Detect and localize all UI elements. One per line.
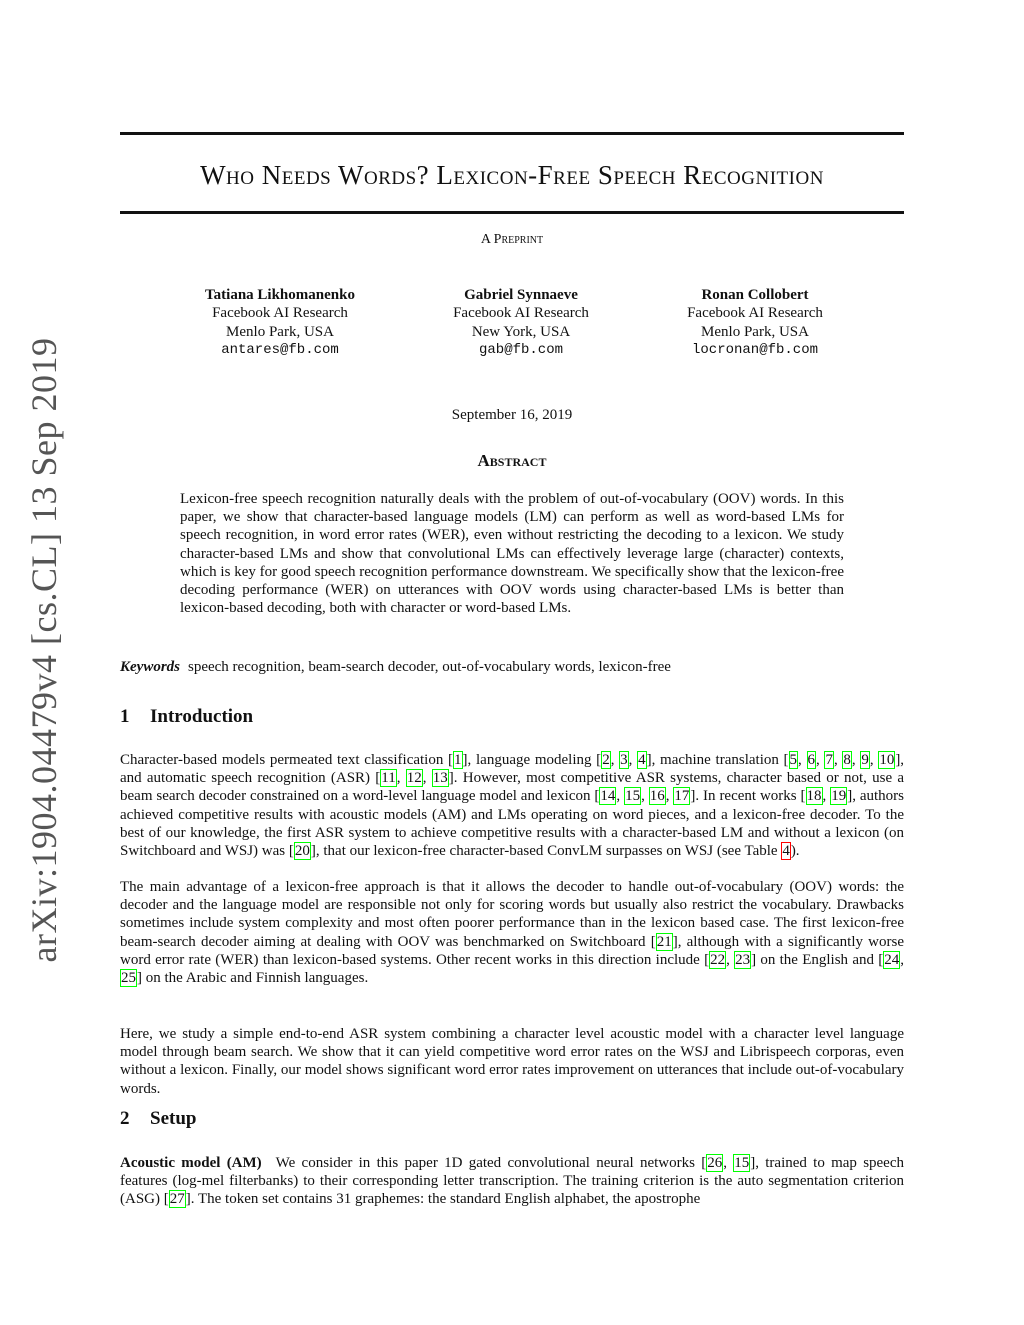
citation-link[interactable]: 5 — [789, 752, 798, 768]
run-in-heading: Acoustic model (AM) — [120, 1155, 262, 1171]
setup-paragraph — [120, 1154, 904, 1209]
text-run: ]. However, most competitive ASR systems, character based or not, use a beam search decoder constrained on a word-level language model and lexicon [ — [120, 770, 905, 805]
author-email[interactable]: locronan@fb.com — [691, 341, 819, 358]
intro-paragraph-2 — [120, 878, 904, 987]
citation-link[interactable]: 1 — [454, 752, 462, 768]
citation-link[interactable]: 10 — [879, 752, 895, 768]
citation-link[interactable]: 19 — [831, 788, 847, 805]
author-name: Gabriel Synnaeve — [464, 287, 578, 303]
citation-link[interactable]: 7 — [825, 752, 833, 768]
text-run: ], machine translation [ — [646, 752, 789, 768]
text-run: , — [851, 752, 861, 768]
keywords-label: Keywords — [120, 659, 180, 675]
citation-link[interactable]: 4 — [638, 752, 646, 768]
citation-link[interactable]: 21 — [656, 933, 672, 950]
text-run: ], language modeling [ — [462, 752, 602, 768]
citation-link[interactable]: 16 — [649, 788, 665, 805]
author-block — [630, 286, 880, 359]
text-run: ]. The token set contains 31 graphemes: the standard English alphabet, the apostrophe — [185, 1191, 701, 1208]
text-run: , — [726, 951, 735, 968]
section-title: Introduction — [150, 706, 254, 727]
text-run: ] on the English and [ — [751, 951, 884, 968]
text-run: , — [422, 770, 432, 787]
table-ref-link[interactable]: 4 — [782, 843, 790, 860]
text-run: , — [665, 788, 674, 805]
citation-link[interactable]: 20 — [294, 843, 310, 860]
author-affiliation: Facebook AI Research — [212, 305, 348, 322]
section-heading-introduction — [120, 706, 253, 728]
text-run: ). — [790, 843, 800, 860]
citation-link[interactable]: 8 — [843, 752, 851, 768]
author-block — [155, 286, 405, 359]
abstract-text: Lexicon-free speech recognition naturally deals with the problem of out-of-vocabulary (OOV) words. In this paper, we show that character-based language models (LM) can perform as well as word-based LMs for speech recognition, in word error rates (WER), even without restricting the decoding to a lexicon. We study character-based LMs and show that convolutional LMs can effectively leverage large (character) contexts, which is key for good speech recognition performance downstream. We specifically show that the lexicon-free decoding performance (WER) on utterances with OOV words using character-based LMs is better than lexicon-based decoding, both with character or word-based LMs. — [180, 491, 844, 617]
citation-link[interactable]: 27 — [169, 1191, 185, 1208]
citation-link[interactable]: 25 — [121, 970, 136, 987]
author-block — [396, 286, 646, 359]
section-number: 1 — [120, 706, 130, 727]
citation-link[interactable]: 18 — [806, 788, 822, 805]
text-run: ], and automatic speech recognition (ASR) [ — [120, 752, 905, 787]
citation-link[interactable]: 12 — [406, 770, 422, 787]
author-location: Menlo Park, USA — [701, 323, 809, 340]
author-email[interactable]: antares@fb.com — [221, 341, 339, 358]
author-location: New York, USA — [471, 323, 571, 340]
text-run: ]. In recent works [ — [690, 788, 806, 805]
section-title: Setup — [150, 1108, 197, 1129]
title-rule-bottom — [120, 211, 904, 214]
citation-link[interactable]: 3 — [620, 752, 628, 768]
citation-link[interactable]: 9 — [861, 752, 869, 768]
citation-link[interactable]: 6 — [807, 752, 815, 768]
text-run: The main advantage of a lexicon-free approach is that it allows the decoder to handle out-of-vocabulary (OOV) words: the decoder and the language model are responsible not only for scoring words but usually also restrict the vocabulary. Drawbacks sometimes include system complexity and most often poorer performance than in the lexicon based case. The first lexicon-free beam-search decoder aiming at dealing with OOV was benchmarked on Switchboard [ — [120, 879, 904, 950]
citation-link[interactable]: 2 — [602, 752, 610, 768]
citation-link[interactable]: 26 — [707, 1155, 723, 1171]
intro-paragraph-3 — [120, 1025, 904, 1098]
text-run: , — [822, 788, 831, 805]
text-run: , — [833, 752, 843, 768]
text-run: Character-based models permeated text classification [ — [120, 752, 454, 768]
citation-link[interactable]: 11 — [381, 770, 396, 787]
author-location: Menlo Park, USA — [226, 323, 334, 340]
text-run: , — [816, 752, 825, 768]
section-heading-setup — [120, 1108, 196, 1130]
citation-link[interactable]: 22 — [710, 951, 726, 968]
author-affiliation: Facebook AI Research — [453, 305, 589, 322]
text-run: ], although with a significantly worse word error rate (WER) than lexicon-based systems. Other recent works in this direction include [ — [120, 933, 904, 968]
abstract-heading: Abstract — [477, 451, 547, 470]
citation-link[interactable]: 15 — [625, 788, 641, 805]
text-run: ], trained to map speech features (log-mel filterbanks) to their corresponding letter transcription. The training criterion is the auto segmentation criterion (ASG) [ — [120, 1155, 904, 1208]
title-rule-top — [120, 132, 904, 135]
text-run: We consider in this paper 1D gated convolutional neural networks [ — [275, 1155, 707, 1171]
text-run: , — [869, 752, 879, 768]
citation-link[interactable]: 15 — [734, 1155, 750, 1171]
text-run: , — [628, 752, 638, 768]
intro-paragraph-1 — [120, 751, 904, 860]
paper-title: Who Needs Words? Lexicon-Free Speech Recognition — [200, 160, 824, 190]
text-run: , — [900, 951, 904, 968]
citation-link[interactable]: 13 — [432, 770, 448, 787]
citation-link[interactable]: 23 — [735, 951, 751, 968]
author-email[interactable]: gab@fb.com — [478, 341, 563, 358]
text-run: , — [396, 770, 406, 787]
text-run: ] on the Arabic and Finnish languages. — [137, 970, 369, 987]
text-run: , — [610, 752, 620, 768]
text-run: , — [798, 752, 807, 768]
keywords — [120, 659, 904, 676]
text-run: Here, we study a simple end-to-end ASR system combining a character level acoustic model with a character level language model through beam search. We show that it can yield competitive word error rates on the WSJ and Librispeech corporas, even without a lexicon. Finally, our model shows significant word error rates improvement on utterances that include out-of-vocabulary words. — [120, 1026, 904, 1097]
text-run: ], that our lexicon-free character-based ConvLM surpasses on WSJ (see Table — [310, 843, 782, 860]
text-run: ], authors achieved competitive results with acoustic models (AM) and LMs operating on word pieces, and a lexicon-free decoder. To the best of our knowledge, the first ASR system to achieve competitive results with a character-based LM and without a lexicon (on Switchboard and WSJ) was [ — [120, 788, 905, 860]
author-name: Tatiana Likhomanenko — [205, 287, 355, 303]
text-run: , — [723, 1155, 734, 1171]
preprint-label: A Preprint — [480, 232, 544, 247]
keywords-text: speech recognition, beam-search decoder, out-of-vocabulary words, lexicon-free — [188, 659, 671, 675]
section-number: 2 — [120, 1108, 130, 1129]
citation-link[interactable]: 17 — [674, 788, 690, 805]
arxiv-stamp: arXiv:1904.04479v4 [cs.CL] 13 Sep 2019 — [24, 337, 64, 963]
author-affiliation: Facebook AI Research — [687, 305, 823, 322]
date: September 16, 2019 — [451, 407, 573, 423]
text-run: , — [641, 788, 649, 805]
author-name: Ronan Collobert — [701, 287, 809, 303]
citation-link[interactable]: 24 — [884, 951, 900, 968]
citation-link[interactable]: 14 — [600, 788, 616, 805]
text-run: , — [616, 788, 625, 805]
